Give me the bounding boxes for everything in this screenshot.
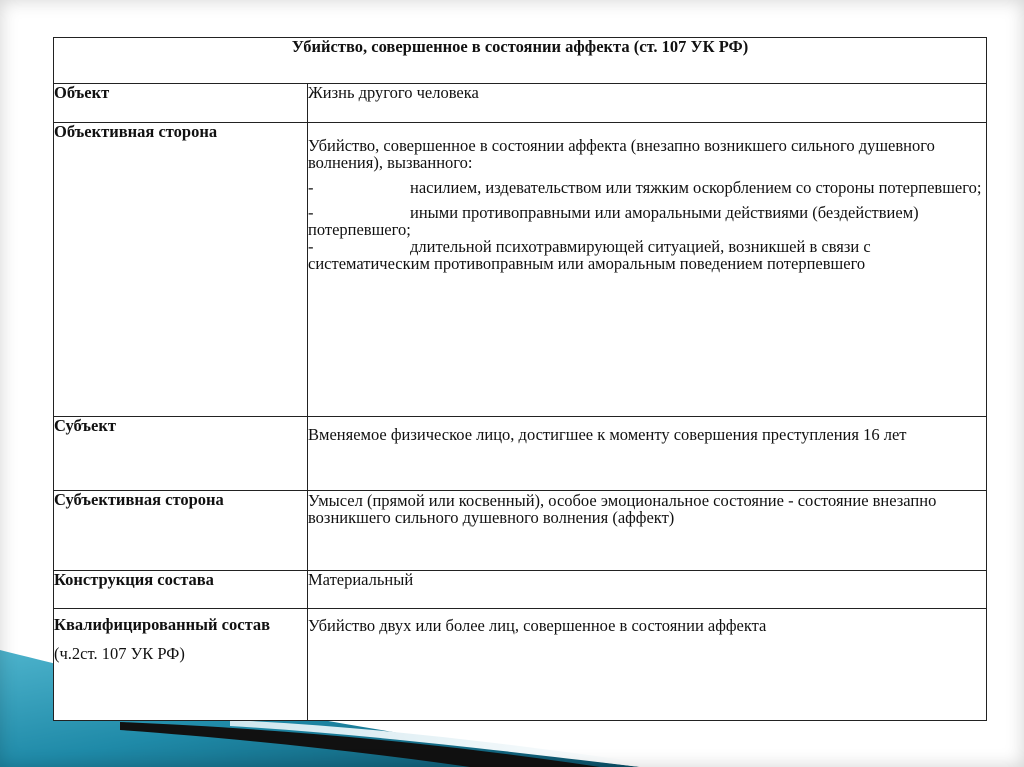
crime-table (53, 37, 987, 721)
row-label-subjective-side: Субъективная сторона (54, 491, 308, 571)
table-title: Убийство, совершенное в состоянии аффекта (ст. 107 УК РФ) (54, 38, 987, 84)
list-item-text: длительной психотравмирующей ситуацией, возникшей в связи с систематическим противоправным или аморальным поведением потерпевшего (308, 237, 871, 273)
list-item (308, 204, 986, 238)
table-row (54, 84, 987, 123)
list-dash: - (308, 178, 314, 197)
row-value-subjective-side: Умысел (прямой или косвенный), особое эмоциональное состояние - состояние внезапно возникшего сильного душевного волнения (аффект) (308, 491, 987, 571)
row-label-subject: Субъект (54, 417, 308, 491)
table-row (54, 123, 987, 417)
table-row (54, 571, 987, 609)
row-value-objective-side (308, 123, 987, 417)
row-value-subject: Вменяемое физическое лицо, достигшее к моменту совершения преступления 16 лет (308, 417, 987, 491)
qualified-article-note: (ч.2ст. 107 УК РФ) (54, 644, 185, 663)
row-label-qualified (54, 609, 308, 721)
qualified-label: Квалифицированный состав (54, 615, 271, 634)
row-value-object: Жизнь другого человека (308, 84, 987, 123)
list-item-text: насилием, издевательством или тяжким оскорблением со стороны потерпевшего; (410, 178, 982, 197)
table-row (54, 609, 987, 721)
table-row (54, 491, 987, 571)
row-label-object: Объект (54, 84, 308, 123)
row-label-objective-side: Объективная сторона (54, 123, 308, 417)
row-label-construction: Конструкция состава (54, 571, 308, 609)
row-value-qualified: Убийство двух или более лиц, совершенное в состоянии аффекта (308, 609, 987, 721)
table-row (54, 417, 987, 491)
list-dash: - (308, 237, 314, 256)
list-dash: - (308, 203, 314, 222)
row-value-construction: Материальный (308, 571, 987, 609)
list-item (308, 179, 986, 196)
objective-intro: Убийство, совершенное в состоянии аффекта (внезапно возникшего сильного душевного волнения), вызванного: (308, 136, 935, 172)
list-item (308, 238, 986, 272)
list-item-text: иными противоправными или аморальными действиями (бездействием) потерпевшего; (308, 203, 919, 239)
